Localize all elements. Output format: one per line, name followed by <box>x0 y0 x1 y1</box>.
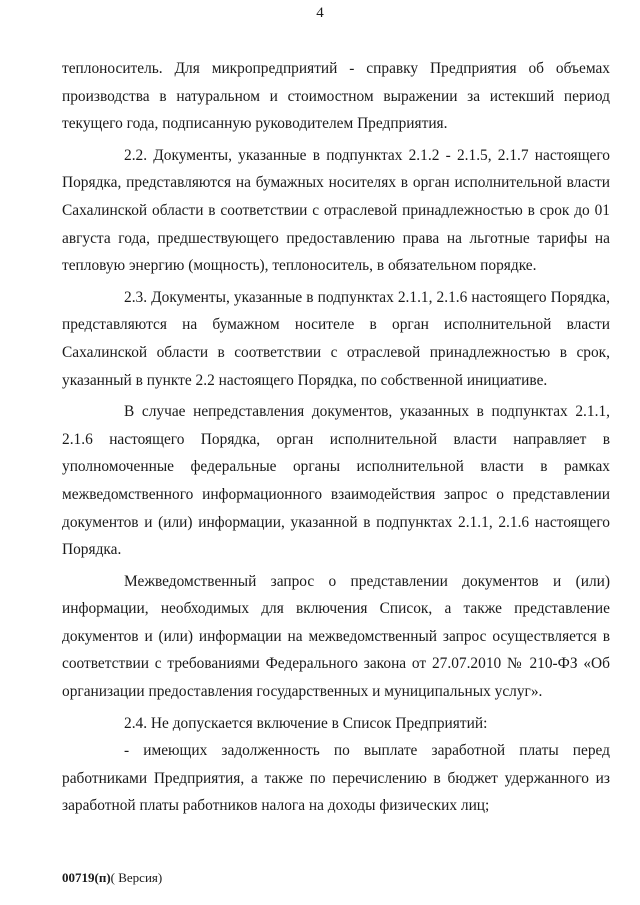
page-number: 4 <box>316 5 324 21</box>
document-version: ( Версия) <box>110 870 163 885</box>
paragraph-wage-arrears: - имеющих задолженность по выплате заработной платы перед работниками Предприятия, а также по перечислению в бюджет удержанного из заработной платы работников налога на доходы физических лиц; <box>62 742 610 815</box>
paragraph-2-2: 2.2. Документы, указанные в подпунктах 2.1.2 - 2.1.5, 2.1.7 настоящего Порядка, представляются на бумажных носителях в орган исполнительной власти Сахалинской области в соответствии с отраслевой принадлежностью в срок до 01 августа года, предшествующего предоставлению права на льготные тарифы на тепловую энергию (мощность), теплоноситель, в обязательном порядке. <box>62 146 610 275</box>
document-footer <box>62 870 162 886</box>
paragraph-non-submission: В случае непредставления документов, указанных в подпунктах 2.1.1, 2.1.6 настоящего Порядка, орган исполнительной власти направляет в уполномоченные федеральные органы исполнительной власти в рамках межведомственного информационного взаимодействия запрос о представлении документов и (или) информации, указанной в подпунктах 2.1.1, 2.1.6 настоящего Порядка. <box>62 403 610 559</box>
paragraph-2-3: 2.3. Документы, указанные в подпунктах 2.1.1, 2.1.6 настоящего Порядка, представляются на бумажном носителе в орган исполнительной власти Сахалинской области в соответствии с отраслевой принадлежностью в срок, указанный в пункте 2.2 настоящего Порядка, по собственной инициативе. <box>62 288 610 389</box>
paragraph-interagency-request: Межведомственный запрос о представлении документов и (или) информации, необходимых для включения Список, а также представление документов и (или) информации на межведомственный запрос осуществляется в соответствии с требованиями Федерального закона от 27.07.2010 № 210-ФЗ «Об организации предоставления государственных и муниципальных услуг». <box>62 572 610 701</box>
document-body <box>62 55 610 820</box>
paragraph-continuation: теплоноситель. Для микропредприятий - справку Предприятия об объемах производства в натуральном и стоимостном выражении за истекший период текущего года, подписанную руководителем Предприятия. <box>62 60 610 133</box>
document-code: 00719(п) <box>62 870 111 885</box>
paragraph-2-4: 2.4. Не допускается включение в Список Предприятий: <box>124 714 488 732</box>
